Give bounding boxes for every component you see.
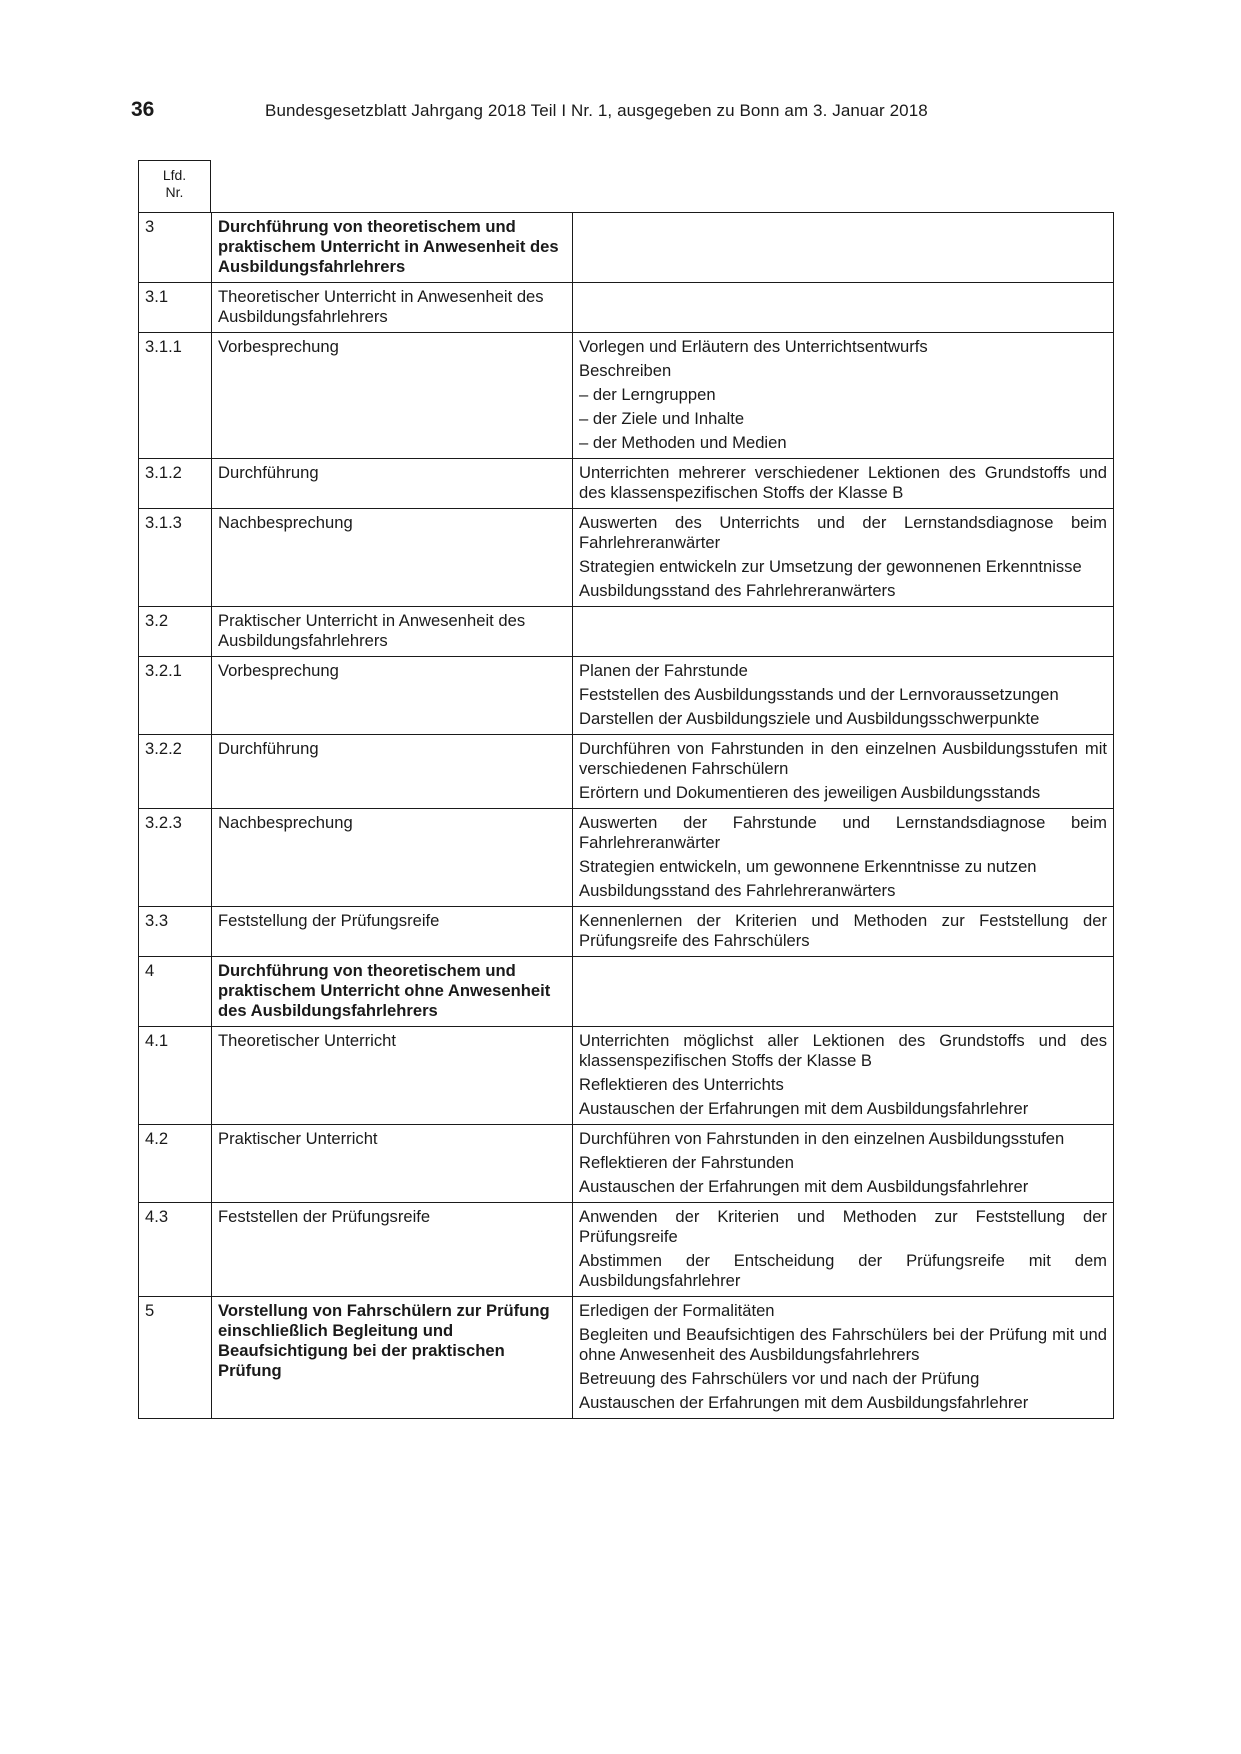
- row-number: 3.2.2: [139, 735, 212, 809]
- row-number: 3.1.1: [139, 333, 212, 459]
- detail-item: Feststellen des Ausbildungsstands und der Lernvoraussetzungen: [579, 685, 1059, 704]
- detail-item: Begleiten und Beaufsichtigen des Fahrschülers bei der Prüfung mit und ohne Anwesenheit des Ausbildungsfahrlehrers: [579, 1325, 1107, 1364]
- row-details: [573, 907, 1114, 957]
- table-row: [139, 509, 1114, 607]
- row-number: 3: [139, 213, 212, 283]
- detail-item: Kennenlernen der Kriterien und Methoden zur Feststellung der Prüfungsreife des Fahrschülers: [579, 911, 1107, 950]
- column-header-line-1: Lfd.: [162, 167, 187, 183]
- table-row: [139, 459, 1114, 509]
- row-number: 4: [139, 957, 212, 1027]
- row-topic: Durchführung von theoretischem und praktischem Unterricht in Anwesenheit des Ausbildungsfahrlehrers: [212, 213, 573, 283]
- row-details: [573, 283, 1114, 333]
- row-number: 3.2.1: [139, 657, 212, 735]
- table-row: [139, 735, 1114, 809]
- detail-item: Unterrichten möglichst aller Lektionen des Grundstoffs und des klassenspezifischen Stoffs der Klasse B: [579, 1031, 1107, 1070]
- row-number: 3.3: [139, 907, 212, 957]
- detail-item: Reflektieren der Fahrstunden: [579, 1153, 794, 1172]
- table-row: [139, 283, 1114, 333]
- row-topic: Feststellung der Prüfungsreife: [212, 907, 573, 957]
- curriculum-table-body: [139, 213, 1114, 1419]
- detail-item: Planen der Fahrstunde: [579, 661, 748, 680]
- table-row: [139, 1125, 1114, 1203]
- table-row: [139, 333, 1114, 459]
- detail-item: Reflektieren des Unterrichts: [579, 1075, 784, 1094]
- table-row: [139, 213, 1114, 283]
- detail-item: Unterrichten mehrerer verschiedener Lektionen des Grundstoffs und des klassenspezifischen Stoffs der Klasse B: [579, 463, 1107, 502]
- table-row: [139, 809, 1114, 907]
- row-topic: Vorstellung von Fahrschülern zur Prüfung einschließlich Begleitung und Beaufsichtigung bei der praktischen Prüfung: [212, 1297, 573, 1419]
- detail-item: – der Methoden und Medien: [579, 433, 787, 452]
- column-header-divider: [210, 160, 211, 212]
- detail-item: Strategien entwickeln zur Umsetzung der gewonnenen Erkenntnisse: [579, 557, 1082, 576]
- detail-item: Ausbildungsstand des Fahrlehreranwärters: [579, 581, 896, 600]
- row-details: [573, 809, 1114, 907]
- row-details: [573, 1125, 1114, 1203]
- row-number: 3.2.3: [139, 809, 212, 907]
- detail-item: Austauschen der Erfahrungen mit dem Ausbildungsfahrlehrer: [579, 1393, 1029, 1412]
- table-row: [139, 657, 1114, 735]
- table-row: [139, 607, 1114, 657]
- row-topic: Theoretischer Unterricht in Anwesenheit des Ausbildungsfahrlehrers: [212, 283, 573, 333]
- row-topic: Vorbesprechung: [212, 657, 573, 735]
- table-row: [139, 957, 1114, 1027]
- row-number: 4.2: [139, 1125, 212, 1203]
- row-details: [573, 1203, 1114, 1297]
- detail-item: – der Ziele und Inhalte: [579, 409, 745, 428]
- table-row: [139, 1027, 1114, 1125]
- row-topic: Praktischer Unterricht in Anwesenheit des Ausbildungsfahrlehrers: [212, 607, 573, 657]
- row-topic: Durchführung: [212, 735, 573, 809]
- row-details: [573, 509, 1114, 607]
- detail-item: Austauschen der Erfahrungen mit dem Ausbildungsfahrlehrer: [579, 1099, 1029, 1118]
- row-topic: Durchführung von theoretischem und praktischem Unterricht ohne Anwesenheit des Ausbildungsfahrlehrers: [212, 957, 573, 1027]
- curriculum-table: [138, 212, 1114, 1419]
- column-header-line-2: Nr.: [165, 184, 184, 200]
- detail-item: Abstimmen der Entscheidung der Prüfungsreife mit dem Ausbildungsfahrlehrer: [579, 1251, 1107, 1290]
- row-details: [573, 459, 1114, 509]
- row-number: 4.3: [139, 1203, 212, 1297]
- table-row: [139, 907, 1114, 957]
- column-header-lfd-nr: [138, 160, 211, 212]
- detail-item: Strategien entwickeln, um gewonnene Erkenntnisse zu nutzen: [579, 857, 1037, 876]
- detail-item: Erörtern und Dokumentieren des jeweiligen Ausbildungsstands: [579, 783, 1041, 802]
- detail-item: Durchführen von Fahrstunden in den einzelnen Ausbildungsstufen: [579, 1129, 1065, 1148]
- row-topic: Durchführung: [212, 459, 573, 509]
- page-number: 36: [131, 98, 155, 121]
- detail-item: Ausbildungsstand des Fahrlehreranwärters: [579, 881, 896, 900]
- row-number: 3.1.2: [139, 459, 212, 509]
- row-details: [573, 735, 1114, 809]
- row-topic: Theoretischer Unterricht: [212, 1027, 573, 1125]
- detail-item: Austauschen der Erfahrungen mit dem Ausbildungsfahrlehrer: [579, 1177, 1029, 1196]
- row-topic: Vorbesprechung: [212, 333, 573, 459]
- row-details: [573, 657, 1114, 735]
- row-details: [573, 1297, 1114, 1419]
- detail-item: – der Lerngruppen: [579, 385, 716, 404]
- row-topic: Nachbesprechung: [212, 809, 573, 907]
- detail-item: Darstellen der Ausbildungsziele und Ausbildungsschwerpunkte: [579, 709, 1040, 728]
- row-number: 3.1: [139, 283, 212, 333]
- table-row: [139, 1203, 1114, 1297]
- detail-item: Erledigen der Formalitäten: [579, 1301, 775, 1320]
- row-details: [573, 333, 1114, 459]
- row-details: [573, 607, 1114, 657]
- row-number: 5: [139, 1297, 212, 1419]
- row-topic: Feststellen der Prüfungsreife: [212, 1203, 573, 1297]
- row-details: [573, 957, 1114, 1027]
- detail-item: Betreuung des Fahrschülers vor und nach der Prüfung: [579, 1369, 980, 1388]
- row-topic: Praktischer Unterricht: [212, 1125, 573, 1203]
- detail-item: Beschreiben: [579, 361, 672, 380]
- running-head: Bundesgesetzblatt Jahrgang 2018 Teil I Nr. 1, ausgegeben zu Bonn am 3. Januar 2018: [265, 101, 928, 120]
- row-number: 3.1.3: [139, 509, 212, 607]
- detail-item: Auswerten des Unterrichts und der Lernstandsdiagnose beim Fahrlehreranwärter: [579, 513, 1107, 552]
- detail-item: Durchführen von Fahrstunden in den einzelnen Ausbildungsstufen mit verschiedenen Fahrschülern: [579, 739, 1107, 778]
- row-details: [573, 213, 1114, 283]
- row-number: 4.1: [139, 1027, 212, 1125]
- table-row: [139, 1297, 1114, 1419]
- detail-item: Anwenden der Kriterien und Methoden zur Feststellung der Prüfungsreife: [579, 1207, 1107, 1246]
- row-number: 3.2: [139, 607, 212, 657]
- detail-item: Vorlegen und Erläutern des Unterrichtsentwurfs: [579, 337, 928, 356]
- detail-item: Auswerten der Fahrstunde und Lernstandsdiagnose beim Fahrlehreranwärter: [579, 813, 1107, 852]
- row-details: [573, 1027, 1114, 1125]
- row-topic: Nachbesprechung: [212, 509, 573, 607]
